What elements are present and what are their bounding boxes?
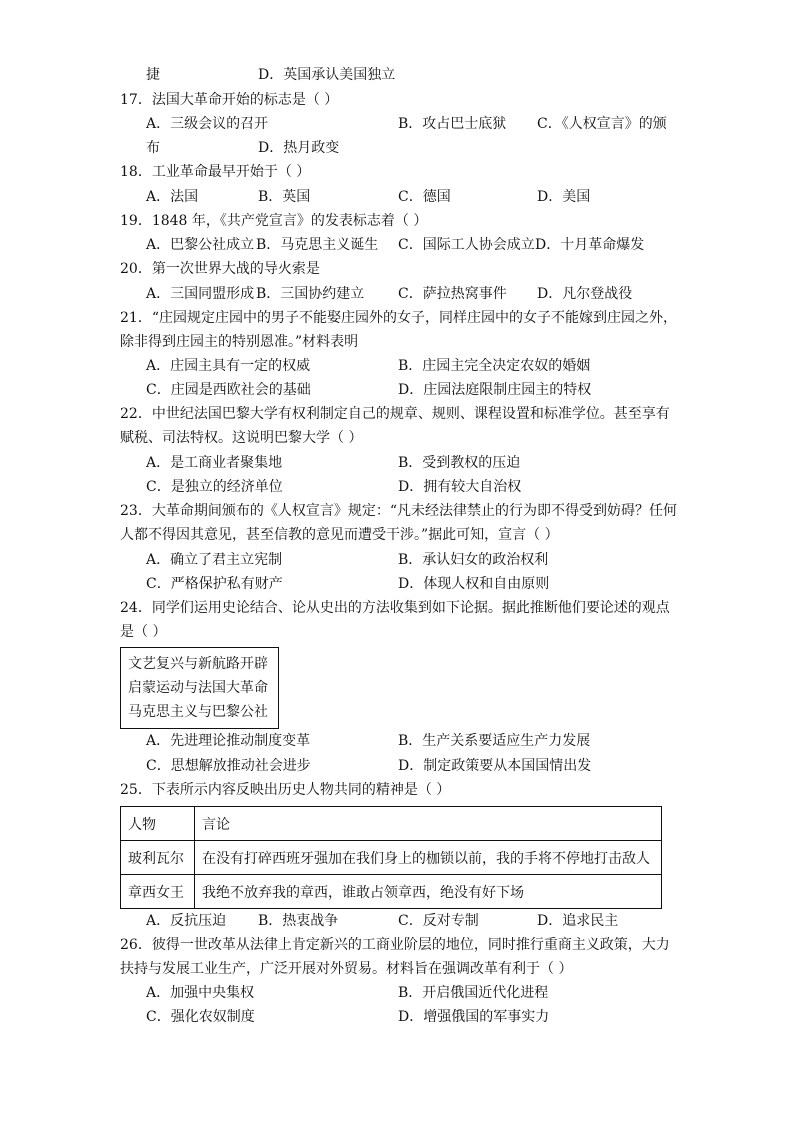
table-row bbox=[121, 875, 662, 909]
q18-option-d: D．美国 bbox=[537, 189, 591, 205]
q26-stem-line-2: 扶持与发展工业生产，广泛开展对外贸易。材料旨在强调改革有利于（ ） bbox=[120, 961, 573, 977]
q24-evidence-item: 马克思主义与巴黎公社 bbox=[128, 704, 268, 720]
table-cell-person: 章西女王 bbox=[121, 875, 195, 909]
q22-option-d: D．拥有较大自治权 bbox=[398, 479, 522, 495]
q17-option-d: D．热月政变 bbox=[258, 140, 340, 156]
table-header-person: 人物 bbox=[121, 807, 195, 841]
table-cell-quote: 在没有打碎西班牙强加在我们身上的枷锁以前，我的手将不停地打击敌人 bbox=[195, 841, 662, 875]
q25-option-a: A．反抗压迫 bbox=[146, 913, 227, 929]
q19-option-d: D．十月革命爆发 bbox=[535, 237, 645, 253]
q24-evidence-box bbox=[120, 647, 279, 729]
table-header-row bbox=[121, 807, 662, 841]
q23-option-a: A．确立了君主立宪制 bbox=[146, 552, 283, 568]
q17-option-c-continuation: 布 bbox=[146, 140, 160, 156]
q24-evidence-item: 启蒙运动与法国大革命 bbox=[128, 680, 268, 696]
q18-option-a: A．法国 bbox=[146, 189, 199, 205]
q24-option-d: D．制定政策要从本国国情出发 bbox=[398, 758, 592, 774]
q25-stem: 25．下表所示内容反映出历史人物共同的精神是（ ） bbox=[120, 782, 451, 798]
q22-stem-line-1: 22．中世纪法国巴黎大学有权利制定自己的规章、规则、课程设置和标准学位。甚至享有 bbox=[120, 406, 670, 422]
q18-option-c: C．德国 bbox=[398, 189, 451, 205]
q21-option-b: B．庄园主完全决定农奴的婚姻 bbox=[398, 358, 591, 374]
q19-option-a: A．巴黎公社成立 bbox=[146, 237, 255, 253]
q21-option-a: A．庄园主具有一定的权威 bbox=[146, 358, 311, 374]
q18-option-b: B．英国 bbox=[258, 189, 311, 205]
q19-option-b: B．马克思主义诞生 bbox=[256, 237, 379, 253]
q26-stem-line-1: 26．彼得一世改革从法律上肯定新兴的工商业阶层的地位，同时推行重商主义政策，大力 bbox=[120, 937, 670, 953]
q22-option-c: C．是独立的经济单位 bbox=[146, 479, 283, 495]
q24-stem-line-2: 是（ ） bbox=[120, 624, 167, 640]
q19-stem: 19．1848 年，《共产党宣言》的发表标志着（ ） bbox=[120, 213, 428, 229]
q20-stem: 20．第一次世界大战的导火索是 bbox=[120, 261, 320, 277]
q25-option-b: B．热衷战争 bbox=[258, 913, 339, 929]
q20-option-a: A．三国同盟形成 bbox=[146, 286, 255, 302]
q24-option-b: B．生产关系要适应生产力发展 bbox=[398, 733, 591, 749]
q26-option-d: D．增强俄国的军事实力 bbox=[398, 1009, 550, 1025]
q21-stem-line-1: 21．“庄园规定庄园中的男子不能娶庄园外的女子，同样庄园中的女子不能嫁到庄园之外， bbox=[120, 310, 677, 326]
q17-option-a: A．三级会议的召开 bbox=[146, 116, 269, 132]
q25-table bbox=[120, 806, 662, 909]
q25-option-d: D．追求民主 bbox=[537, 913, 619, 929]
q23-option-c: C．严格保护私有财产 bbox=[146, 576, 283, 592]
table-cell-person: 玻利瓦尔 bbox=[121, 841, 195, 875]
q26-option-a: A．加强中央集权 bbox=[146, 985, 255, 1001]
q18-stem: 18．工业革命最早开始于（ ） bbox=[120, 164, 311, 180]
q23-option-d: D．体现人权和自由原则 bbox=[398, 576, 550, 592]
q21-stem-line-2: 除非得到庄园主的特别恩准。”材料表明 bbox=[120, 334, 359, 350]
q21-option-d: D．庄园法庭限制庄园主的特权 bbox=[398, 382, 592, 398]
q20-option-d: D．凡尔登战役 bbox=[537, 286, 633, 302]
q23-stem-line-1: 23．大革命期间颁布的《人权宣言》规定：“凡未经法律禁止的行为即不得受到妨碍？任何 bbox=[120, 503, 677, 519]
q17-stem: 17．法国大革命开始的标志是（ ） bbox=[120, 92, 339, 108]
q17-option-b: B．攻占巴士底狱 bbox=[398, 116, 507, 132]
q25-option-c: C．反对专制 bbox=[398, 913, 479, 929]
q16-option-c-continuation: 捷 bbox=[146, 67, 160, 83]
q26-option-b: B．开启俄国近代化进程 bbox=[398, 985, 549, 1001]
table-cell-quote: 我绝不放弃我的章西，谁敢占领章西，绝没有好下场 bbox=[195, 875, 662, 909]
q19-option-c: C．国际工人协会成立 bbox=[398, 237, 535, 253]
q24-option-a: A．先进理论推动制度变革 bbox=[146, 733, 311, 749]
q16-option-d: D．英国承认美国独立 bbox=[258, 67, 396, 83]
q20-option-b: B．三国协约建立 bbox=[256, 286, 365, 302]
table-row bbox=[121, 841, 662, 875]
q20-option-c: C．萨拉热窝事件 bbox=[398, 286, 507, 302]
q24-option-c: C．思想解放推动社会进步 bbox=[146, 758, 311, 774]
q23-stem-line-2: 人都不得因其意见，甚至信教的意见而遭受干涉。”据此可知，宣言（ ） bbox=[120, 527, 559, 543]
q22-option-a: A．是工商业者聚集地 bbox=[146, 455, 283, 471]
q22-option-b: B．受到教权的压迫 bbox=[398, 455, 521, 471]
table-header-quote: 言论 bbox=[195, 807, 662, 841]
q17-option-c: C．《人权宣言》的颁 bbox=[537, 116, 667, 132]
q23-option-b: B．承认妇女的政治权利 bbox=[398, 552, 549, 568]
q24-evidence-item: 文艺复兴与新航路开辟 bbox=[128, 656, 268, 672]
q26-option-c: C．强化农奴制度 bbox=[146, 1009, 255, 1025]
q22-stem-line-2: 赋税、司法特权。这说明巴黎大学（ ） bbox=[120, 430, 363, 446]
q24-stem-line-1: 24．同学们运用史论结合、论从史出的方法收集到如下论据。据此推断他们要论述的观点 bbox=[120, 600, 670, 616]
q21-option-c: C．庄园是西欧社会的基础 bbox=[146, 382, 311, 398]
